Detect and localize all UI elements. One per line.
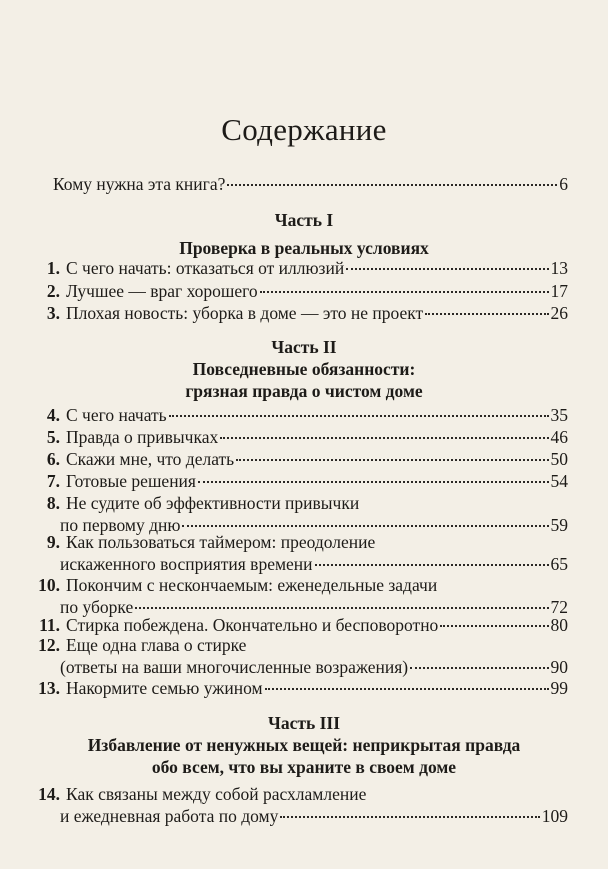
entry-page: 59 xyxy=(550,515,568,535)
entry-page: 50 xyxy=(550,449,568,469)
toc-entry xyxy=(38,677,568,699)
entry-page: 46 xyxy=(550,427,568,447)
entry-title: Стирка побеждена. Окончательно и бесповоротно xyxy=(66,615,439,635)
toc-entry xyxy=(38,634,568,678)
entry-title: С чего начать: отказаться от иллюзий xyxy=(66,258,345,278)
entry-number: 8. xyxy=(46,493,60,513)
leader-dots xyxy=(182,525,548,527)
entry-title: Кому нужна эта книга? xyxy=(53,174,226,194)
leader-dots xyxy=(236,459,548,461)
part-label: Часть I xyxy=(274,210,334,230)
part-title: Избавление от ненужных вещей: неприкрытая правда xyxy=(87,735,521,755)
entry-number: 6. xyxy=(46,449,60,469)
page-title: Содержание xyxy=(221,112,387,147)
entry-title-continued: по уборке xyxy=(60,597,134,617)
entry-number: 7. xyxy=(46,471,60,491)
entry-title: Готовые решения xyxy=(66,471,196,491)
part-title: обо всем, что вы храните в своем доме xyxy=(151,757,457,777)
entry-title: Как связаны между собой расхламление xyxy=(66,784,367,804)
entry-page: 65 xyxy=(550,554,568,574)
toc-entry xyxy=(46,404,568,426)
entry-page: 6 xyxy=(559,174,568,194)
leader-dots xyxy=(220,437,548,439)
leader-dots xyxy=(346,268,548,270)
leader-dots xyxy=(260,291,549,293)
entry-number: 1. xyxy=(46,258,60,278)
entry-number: 13. xyxy=(38,678,60,698)
leader-dots xyxy=(280,816,539,818)
entry-page: 13 xyxy=(550,258,568,278)
part-heading xyxy=(0,712,608,778)
part-title: грязная правда о чистом доме xyxy=(185,381,423,401)
entry-number: 4. xyxy=(46,405,60,425)
toc-entry xyxy=(46,257,568,279)
entry-title: Еще одна глава о стирке xyxy=(66,635,247,655)
toc-entry xyxy=(46,426,568,448)
leader-dots xyxy=(198,481,549,483)
toc-entry xyxy=(46,492,568,536)
entry-number: 14. xyxy=(38,784,60,804)
part-label: Часть III xyxy=(267,713,341,733)
entry-page: 54 xyxy=(550,471,568,491)
entry-title: С чего начать xyxy=(66,405,167,425)
part-title: Повседневные обязанности: xyxy=(192,359,416,379)
entry-number: 11. xyxy=(39,615,60,635)
toc-entry xyxy=(46,280,568,302)
entry-page: 80 xyxy=(550,615,568,635)
entry-number: 9. xyxy=(46,532,60,552)
entry-page: 26 xyxy=(550,303,568,323)
toc-entry xyxy=(46,531,568,575)
entry-title-continued: (ответы на ваши многочисленные возражения) xyxy=(60,657,409,677)
entry-page: 17 xyxy=(550,281,568,301)
toc-entry xyxy=(38,574,568,618)
entry-title: Правда о привычках xyxy=(66,427,219,447)
entry-page: 72 xyxy=(550,597,568,617)
entry-title-continued: и ежедневная работа по дому xyxy=(60,806,279,826)
entry-number: 12. xyxy=(38,635,60,655)
part-label: Часть II xyxy=(271,337,337,357)
toc-entry xyxy=(46,448,568,470)
entry-title: Накормите семью ужином xyxy=(66,678,263,698)
leader-dots xyxy=(135,607,548,609)
entry-page: 35 xyxy=(550,405,568,425)
entry-title-continued: искаженного восприятия времени xyxy=(60,554,313,574)
toc-entry xyxy=(39,614,568,636)
leader-dots xyxy=(169,415,549,417)
toc-entry-intro xyxy=(53,173,568,195)
entry-page: 109 xyxy=(541,806,568,826)
leader-dots xyxy=(227,184,557,186)
part-title: Проверка в реальных условиях xyxy=(179,238,429,258)
entry-number: 10. xyxy=(38,575,60,595)
leader-dots xyxy=(440,625,548,627)
entry-title: Лучшее — враг хорошего xyxy=(66,281,258,301)
entry-number: 2. xyxy=(46,281,60,301)
entry-page: 99 xyxy=(550,678,568,698)
entry-title: Как пользоваться таймером: преодоление xyxy=(66,532,376,552)
entry-title-continued: по первому дню xyxy=(60,515,181,535)
toc-entry xyxy=(38,783,568,827)
entry-title: Плохая новость: уборка в доме — это не проект xyxy=(66,303,424,323)
toc-entry xyxy=(46,470,568,492)
toc-entry xyxy=(46,302,568,324)
leader-dots xyxy=(410,667,548,669)
entry-title: Не судите об эффективности привычки xyxy=(66,493,360,513)
entry-number: 3. xyxy=(46,303,60,323)
part-heading xyxy=(0,209,608,259)
entry-title: Скажи мне, что делать xyxy=(66,449,235,469)
leader-dots xyxy=(425,313,548,315)
part-heading xyxy=(0,336,608,402)
entry-page: 90 xyxy=(550,657,568,677)
entry-number: 5. xyxy=(46,427,60,447)
leader-dots xyxy=(265,688,549,690)
leader-dots xyxy=(315,564,549,566)
entry-title: Покончим с нескончаемым: еженедельные задачи xyxy=(66,575,438,595)
